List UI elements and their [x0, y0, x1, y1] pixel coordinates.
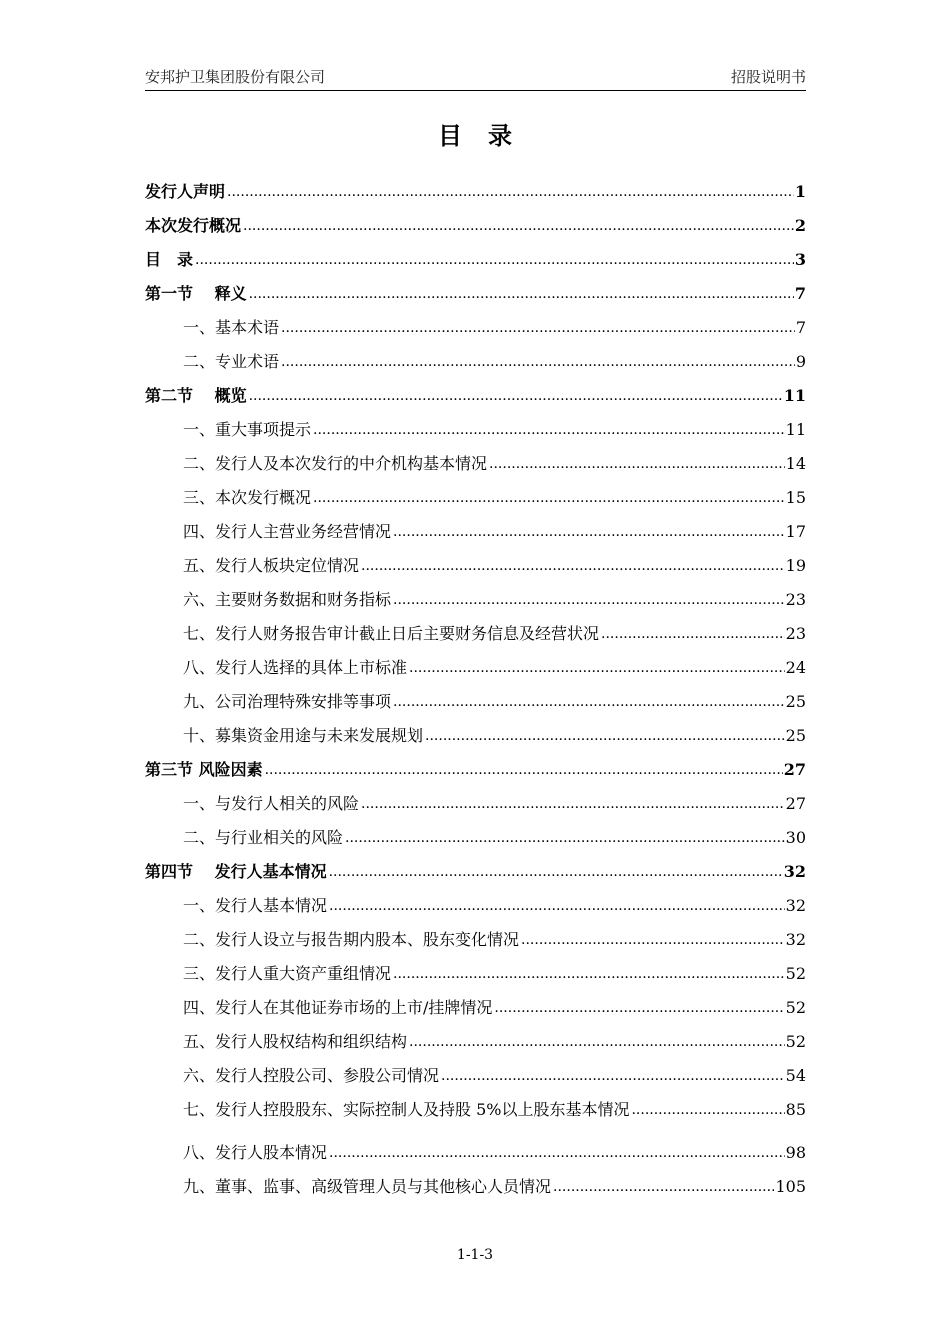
- toc-entry[interactable]: [145, 886, 806, 920]
- toc-dot-leader: [521, 925, 785, 954]
- toc-entry-label: 三、本次发行概况: [183, 488, 312, 507]
- toc-entry[interactable]: [145, 1090, 806, 1124]
- toc-dot-leader: [393, 517, 785, 546]
- page-title: 目录: [438, 121, 538, 150]
- toc-entry[interactable]: [145, 1056, 806, 1090]
- toc-entry-page: 54: [785, 1066, 806, 1085]
- toc-entry[interactable]: [145, 784, 806, 818]
- toc-entry-label: 第三节 风险因素: [145, 760, 263, 779]
- toc-entry[interactable]: [145, 1022, 806, 1056]
- toc-entry-label: 第四节 发行人基本情况: [145, 862, 327, 881]
- toc-dot-leader: [329, 891, 785, 920]
- toc-dot-leader: [441, 1061, 785, 1090]
- toc-dot-leader: [361, 551, 785, 580]
- page-number: 1-1-3: [456, 1247, 494, 1263]
- toc-entry-page: 11: [783, 386, 806, 405]
- toc-entry-label: 七、发行人控股股东、实际控制人及持股 5%以上股东基本情况: [183, 1100, 630, 1119]
- toc-entry-page: 27: [785, 794, 806, 813]
- toc-entry-label: 六、发行人控股公司、参股公司情况: [183, 1066, 440, 1085]
- toc-entry-page: 9: [795, 352, 806, 371]
- toc-entry-page: 30: [785, 828, 806, 847]
- toc-entry-label: 目 录: [145, 250, 194, 269]
- toc-entry-page: 1: [794, 182, 806, 201]
- toc-dot-leader: [553, 1172, 774, 1201]
- toc-entry-page: 24: [785, 658, 806, 677]
- toc-dot-leader: [345, 823, 785, 852]
- toc-entry-page: 52: [785, 998, 806, 1017]
- toc-entry-page: 11: [785, 420, 806, 439]
- toc-entry-page: 25: [785, 692, 806, 711]
- toc-entry-page: 7: [794, 284, 806, 303]
- toc-entry[interactable]: [145, 852, 806, 886]
- toc-dot-leader: [631, 1095, 784, 1124]
- toc-entry[interactable]: [145, 614, 806, 648]
- toc-entry[interactable]: [145, 342, 806, 376]
- toc-dot-leader: [281, 347, 795, 376]
- toc-dot-leader: [249, 279, 794, 308]
- toc-entry[interactable]: [145, 546, 806, 580]
- toc-entry[interactable]: [145, 716, 806, 750]
- toc-entry-page: 32: [783, 862, 806, 881]
- toc-entry[interactable]: [145, 410, 806, 444]
- toc-entry-page: 105: [775, 1177, 806, 1196]
- toc-entry[interactable]: [145, 274, 806, 308]
- toc-entry-page: 3: [794, 250, 806, 269]
- toc-entry[interactable]: [145, 682, 806, 716]
- toc-entry-page: 23: [785, 590, 806, 609]
- toc-entry-label: 八、发行人股本情况: [183, 1143, 328, 1162]
- toc-dot-leader: [243, 211, 794, 240]
- toc-entry-page: 14: [785, 454, 806, 473]
- toc-entry-label: 三、发行人重大资产重组情况: [183, 964, 392, 983]
- toc-entry-page: 52: [785, 964, 806, 983]
- toc-dot-leader: [425, 721, 785, 750]
- toc-entry-page: 32: [785, 896, 806, 915]
- toc-entry[interactable]: [145, 750, 806, 784]
- table-of-contents: [145, 172, 806, 1201]
- toc-entry[interactable]: [145, 954, 806, 988]
- toc-entry[interactable]: [145, 172, 806, 206]
- toc-entry-label: 一、基本术语: [183, 318, 280, 337]
- toc-entry-page: 15: [785, 488, 806, 507]
- toc-entry-label: 四、发行人在其他证券市场的上市/挂牌情况: [183, 998, 493, 1017]
- toc-entry-page: 17: [785, 522, 806, 541]
- toc-entry[interactable]: [145, 648, 806, 682]
- toc-entry-label: 八、发行人选择的具体上市标准: [183, 658, 408, 677]
- toc-dot-leader: [227, 177, 794, 206]
- toc-dot-leader: [393, 585, 785, 614]
- toc-entry[interactable]: [145, 580, 806, 614]
- toc-entry-label: 九、董事、监事、高级管理人员与其他核心人员情况: [183, 1177, 552, 1196]
- toc-entry-label: 四、发行人主营业务经营情况: [183, 522, 392, 541]
- toc-entry-label: 五、发行人板块定位情况: [183, 556, 360, 575]
- toc-entry-label: 一、重大事项提示: [183, 420, 312, 439]
- toc-dot-leader: [393, 687, 785, 716]
- toc-entry[interactable]: [145, 920, 806, 954]
- toc-entry[interactable]: [145, 206, 806, 240]
- toc-entry[interactable]: [145, 478, 806, 512]
- toc-dot-leader: [329, 857, 783, 886]
- toc-dot-leader: [195, 245, 794, 274]
- toc-entry[interactable]: [145, 376, 806, 410]
- toc-entry[interactable]: [145, 1167, 806, 1201]
- toc-entry[interactable]: [145, 240, 806, 274]
- toc-entry-label: 一、发行人基本情况: [183, 896, 328, 915]
- toc-entry-page: 98: [785, 1143, 806, 1162]
- toc-dot-leader: [393, 959, 785, 988]
- toc-entry-page: 19: [785, 556, 806, 575]
- toc-entry-label: 七、发行人财务报告审计截止日后主要财务信息及经营状况: [183, 624, 600, 643]
- toc-entry-label: 二、发行人设立与报告期内股本、股东变化情况: [183, 930, 520, 949]
- toc-entry-page: 85: [785, 1100, 806, 1119]
- toc-entry-label: 六、主要财务数据和财务指标: [183, 590, 392, 609]
- toc-entry-page: 23: [785, 624, 806, 643]
- toc-dot-leader: [313, 415, 785, 444]
- toc-entry-page: 7: [795, 318, 806, 337]
- toc-entry-label: 本次发行概况: [145, 216, 242, 235]
- toc-dot-leader: [409, 1027, 785, 1056]
- toc-entry-label: 第二节 概览: [145, 386, 247, 405]
- toc-dot-leader: [329, 1138, 785, 1167]
- toc-entry-label: 第一节 释义: [145, 284, 247, 303]
- page-header: [145, 66, 806, 91]
- toc-dot-leader: [249, 381, 783, 410]
- toc-entry[interactable]: [145, 512, 806, 546]
- toc-entry-page: 52: [785, 1032, 806, 1051]
- toc-dot-leader: [281, 313, 795, 342]
- toc-dot-leader: [494, 993, 784, 1022]
- toc-entry[interactable]: [145, 444, 806, 478]
- toc-dot-leader: [601, 619, 785, 648]
- toc-dot-leader: [489, 449, 785, 478]
- header-document-type: 招股说明书: [730, 68, 806, 86]
- toc-entry-label: 五、发行人股权结构和组织结构: [183, 1032, 408, 1051]
- toc-entry-label: 二、与行业相关的风险: [183, 828, 344, 847]
- toc-entry-page: 32: [785, 930, 806, 949]
- toc-entry-page: 2: [794, 216, 806, 235]
- toc-dot-leader: [409, 653, 785, 682]
- toc-dot-leader: [361, 789, 785, 818]
- toc-entry-page: 27: [783, 760, 806, 779]
- toc-entry[interactable]: [145, 1133, 806, 1167]
- toc-entry-label: 一、与发行人相关的风险: [183, 794, 360, 813]
- toc-entry-label: 二、发行人及本次发行的中介机构基本情况: [183, 454, 488, 473]
- toc-entry[interactable]: [145, 308, 806, 342]
- toc-dot-leader: [265, 755, 783, 784]
- toc-entry[interactable]: [145, 988, 806, 1022]
- toc-entry-label: 二、专业术语: [183, 352, 280, 371]
- toc-entry-label: 发行人声明: [145, 182, 226, 201]
- toc-entry-label: 十、募集资金用途与未来发展规划: [183, 726, 424, 745]
- toc-entry-label: 九、公司治理特殊安排等事项: [183, 692, 392, 711]
- toc-entry[interactable]: [145, 818, 806, 852]
- toc-entry-page: 25: [785, 726, 806, 745]
- header-company-name: 安邦护卫集团股份有限公司: [145, 68, 326, 86]
- toc-dot-leader: [313, 483, 785, 512]
